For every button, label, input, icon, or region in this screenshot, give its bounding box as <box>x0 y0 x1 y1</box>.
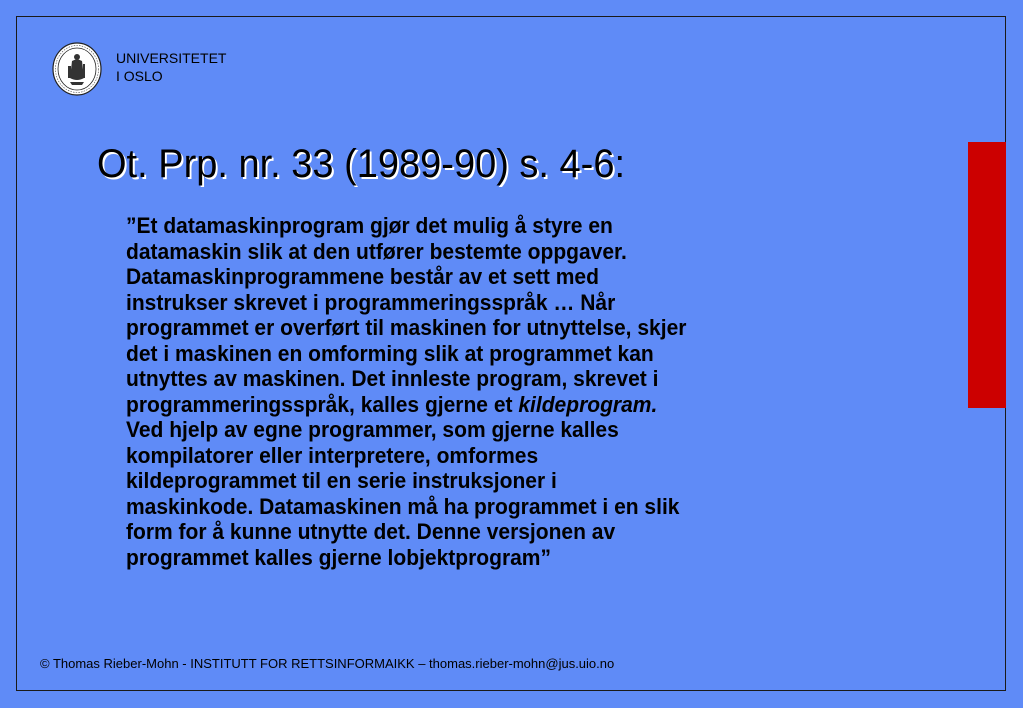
footer-copyright: © Thomas Rieber-Mohn - INSTITUTT FOR RETTSINFORMAIKK – thomas.rieber-mohn@jus.uio.no <box>40 656 615 671</box>
university-seal-icon <box>44 40 110 98</box>
quote-line: datamaskin slik at den utfører bestemte oppgaver. <box>126 238 627 264</box>
quote-line: maskinkode. Datamaskinen må ha programmet i en slik <box>126 493 680 519</box>
quote-line <box>126 392 795 418</box>
quote-line: utnyttes av maskinen. Det innleste program, skrevet i <box>126 366 659 391</box>
slide-title <box>97 140 625 188</box>
accent-bar <box>968 142 1006 408</box>
quote-line: ”Et datamaskinprogram gjør det mulig å styre en <box>126 213 613 238</box>
quote-line: kompilatorer eller interpretere, omformes <box>126 442 539 468</box>
quote-line: Ved hjelp av egne programmer, som gjerne kalles <box>126 417 619 442</box>
university-name <box>116 49 226 85</box>
quote-line: programmet er overført til maskinen for utnyttelse, skjer <box>126 315 687 340</box>
quote-line: det i maskinen en omforming slik at programmet kan <box>126 340 654 366</box>
quote-line: Datamaskinprogrammene består av et sett med <box>126 264 599 289</box>
university-name-line2: I OSLO <box>116 68 163 84</box>
quote-block <box>126 213 795 570</box>
slide-title-text: Ot. Prp. nr. 33 (1989-90) s. 4-6 <box>97 142 615 186</box>
slide-title-colon: : <box>614 142 626 186</box>
quote-line: programmet kalles gjerne lobjektprogram” <box>126 544 552 570</box>
quote-line-text: programmeringsspråk, kalles gjerne et <box>126 391 519 417</box>
quote-line: instrukser skrevet i programmeringsspråk … Når <box>126 289 616 315</box>
quote-line: kildeprogrammet til en serie instruksjoner i <box>126 468 557 493</box>
university-name-line1: UNIVERSITETET <box>116 50 227 66</box>
quote-line: form for å kunne utnytte det. Denne versjonen av <box>126 519 616 544</box>
quote-italic-term: kildeprogram. <box>518 391 658 417</box>
